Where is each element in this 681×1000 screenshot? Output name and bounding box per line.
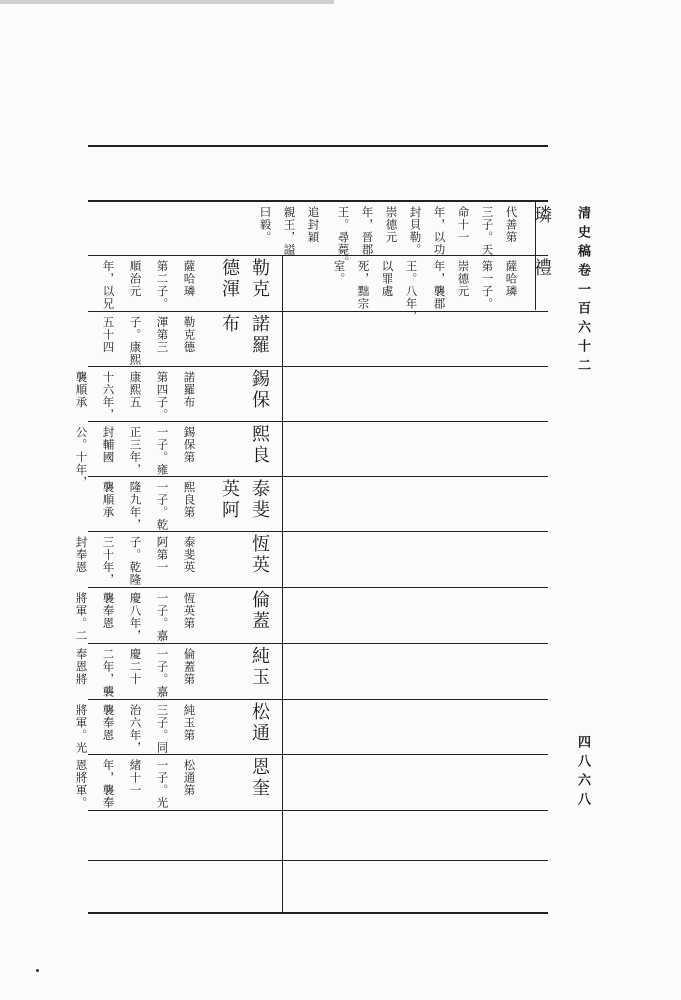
row-divider bbox=[88, 366, 548, 367]
biography-text: 二年，襲 bbox=[101, 648, 116, 698]
biography-text: 泰斐英 bbox=[182, 536, 197, 574]
biography-text: 年，以功 bbox=[432, 206, 447, 256]
biography-text: 一子。乾 bbox=[155, 481, 170, 531]
biography-text: 三十年， bbox=[101, 536, 116, 586]
entry-name: 泰斐 bbox=[249, 479, 270, 521]
header-rule bbox=[88, 200, 536, 201]
biography-text: 第二子。 bbox=[155, 260, 170, 310]
biography-text: 三子。同 bbox=[155, 704, 170, 754]
biography-text: 封奉恩 bbox=[74, 536, 89, 574]
row-divider bbox=[88, 754, 548, 755]
biography-text: 年，以兄 bbox=[101, 260, 116, 310]
biography-text: 一子。嘉 bbox=[155, 648, 170, 698]
biography-text: 五十四 bbox=[101, 316, 116, 354]
biography-text: 渾第三 bbox=[155, 316, 170, 354]
biography-text: 追封穎 bbox=[306, 206, 321, 244]
biography-text: 襲順承 bbox=[74, 371, 89, 409]
biography-text: 倫蓋第 bbox=[182, 648, 197, 686]
biography-text: 代善第 bbox=[504, 206, 519, 244]
entry-name: 松通 bbox=[249, 702, 270, 744]
biography-text: 慶八年， bbox=[128, 592, 143, 642]
biography-text: 襲奉恩 bbox=[101, 592, 116, 630]
biography-text: 阿第一 bbox=[155, 536, 170, 574]
biography-text: 子。乾隆 bbox=[128, 536, 143, 586]
biography-text: 緒十一 bbox=[128, 759, 143, 797]
row-divider bbox=[88, 643, 548, 644]
biography-text: 親王，謚 bbox=[282, 206, 297, 256]
row-divider bbox=[88, 531, 548, 532]
biography-text: 恩將軍。 bbox=[74, 759, 89, 809]
biography-text: 一子。光 bbox=[155, 759, 170, 809]
biography-text: 薩哈璘 bbox=[182, 260, 197, 298]
biography-text: 諾羅布 bbox=[182, 371, 197, 409]
row-divider bbox=[88, 255, 548, 256]
biography-text: 隆九年， bbox=[128, 481, 143, 531]
biography-text: 勒克德 bbox=[182, 316, 197, 354]
row-divider bbox=[88, 912, 548, 914]
biography-text: 王。尋薨。 bbox=[336, 206, 351, 269]
entry-name: 倫蓋 bbox=[249, 590, 270, 632]
book-title: 清史稿卷一百六十二 bbox=[575, 206, 590, 377]
biography-text: 第四子。 bbox=[155, 371, 170, 421]
biography-text: 康熙五 bbox=[128, 371, 143, 409]
row-divider bbox=[88, 860, 548, 861]
biography-text: 純玉第 bbox=[182, 704, 197, 742]
biography-text: 第一子。 bbox=[480, 260, 495, 310]
biography-text: 恆英第 bbox=[182, 592, 197, 630]
biography-text: 崇德元 bbox=[456, 260, 471, 298]
biography-text: 年，襲郡 bbox=[432, 260, 447, 310]
row-divider bbox=[88, 810, 548, 811]
biography-text: 死，黜宗 bbox=[356, 260, 371, 310]
entry-name: 恩奎 bbox=[249, 757, 270, 799]
biography-text: 順治元 bbox=[128, 260, 143, 298]
entry-name: 璘 bbox=[531, 205, 552, 226]
biography-text: 一子。雍 bbox=[155, 426, 170, 476]
biography-text: 室。 bbox=[332, 260, 347, 285]
entry-name-continued: 英阿 bbox=[219, 479, 240, 521]
biography-text: 將軍。光 bbox=[74, 704, 89, 754]
scan-edge bbox=[0, 0, 334, 4]
biography-text: 以罪處 bbox=[380, 260, 395, 298]
biography-text: 正三年， bbox=[128, 426, 143, 476]
ink-speck bbox=[36, 969, 39, 972]
biography-text: 奉恩將 bbox=[74, 648, 89, 686]
biography-text: 三子。天 bbox=[480, 206, 495, 256]
row-divider bbox=[88, 476, 548, 477]
row-divider bbox=[88, 699, 548, 700]
biography-text: 松通第 bbox=[182, 759, 197, 797]
biography-text: 封輔國 bbox=[101, 426, 116, 464]
entry-name: 純玉 bbox=[249, 646, 270, 688]
biography-text: 王。八年， bbox=[404, 260, 419, 323]
biography-text: 慶二十 bbox=[128, 648, 143, 686]
entry-name: 熙良 bbox=[249, 424, 270, 466]
biography-text: 襲順承 bbox=[101, 481, 116, 519]
entry-name: 錫保 bbox=[249, 369, 270, 411]
biography-text: 曰毅。 bbox=[258, 206, 273, 244]
entry-name: 勒克 bbox=[249, 258, 270, 300]
biography-text: 崇德元 bbox=[384, 206, 399, 244]
biography-text: 十六年， bbox=[101, 371, 116, 421]
row-divider bbox=[88, 311, 548, 312]
biography-text: 封貝勒。 bbox=[408, 206, 423, 256]
biography-text: 一子。嘉 bbox=[155, 592, 170, 642]
table-top-rule bbox=[88, 145, 548, 147]
biography-text: 將軍。二 bbox=[74, 592, 89, 642]
entry-name-continued: 布 bbox=[219, 314, 240, 335]
biography-text: 熙良第 bbox=[182, 481, 197, 519]
biography-text: 命十一 bbox=[456, 206, 471, 244]
biography-text: 治六年， bbox=[128, 704, 143, 754]
row-divider bbox=[88, 587, 548, 588]
page-number: 四八六八 bbox=[575, 735, 590, 811]
biography-text: 襲奉恩 bbox=[101, 704, 116, 742]
biography-text: 年，襲奉 bbox=[101, 759, 116, 809]
entry-name: 恆英 bbox=[249, 534, 270, 576]
biography-text: 公。十年， bbox=[74, 426, 89, 489]
row-divider bbox=[88, 421, 548, 422]
entry-name: 諾羅 bbox=[249, 314, 270, 356]
entry-name: 禮 bbox=[531, 258, 552, 279]
biography-text: 年，晉郡 bbox=[360, 206, 375, 256]
column-divider bbox=[282, 255, 283, 912]
entry-name-continued: 德渾 bbox=[219, 258, 240, 300]
biography-text: 錫保第 bbox=[182, 426, 197, 464]
biography-text: 薩哈璘 bbox=[504, 260, 519, 298]
biography-text: 子。康熙 bbox=[128, 316, 143, 366]
